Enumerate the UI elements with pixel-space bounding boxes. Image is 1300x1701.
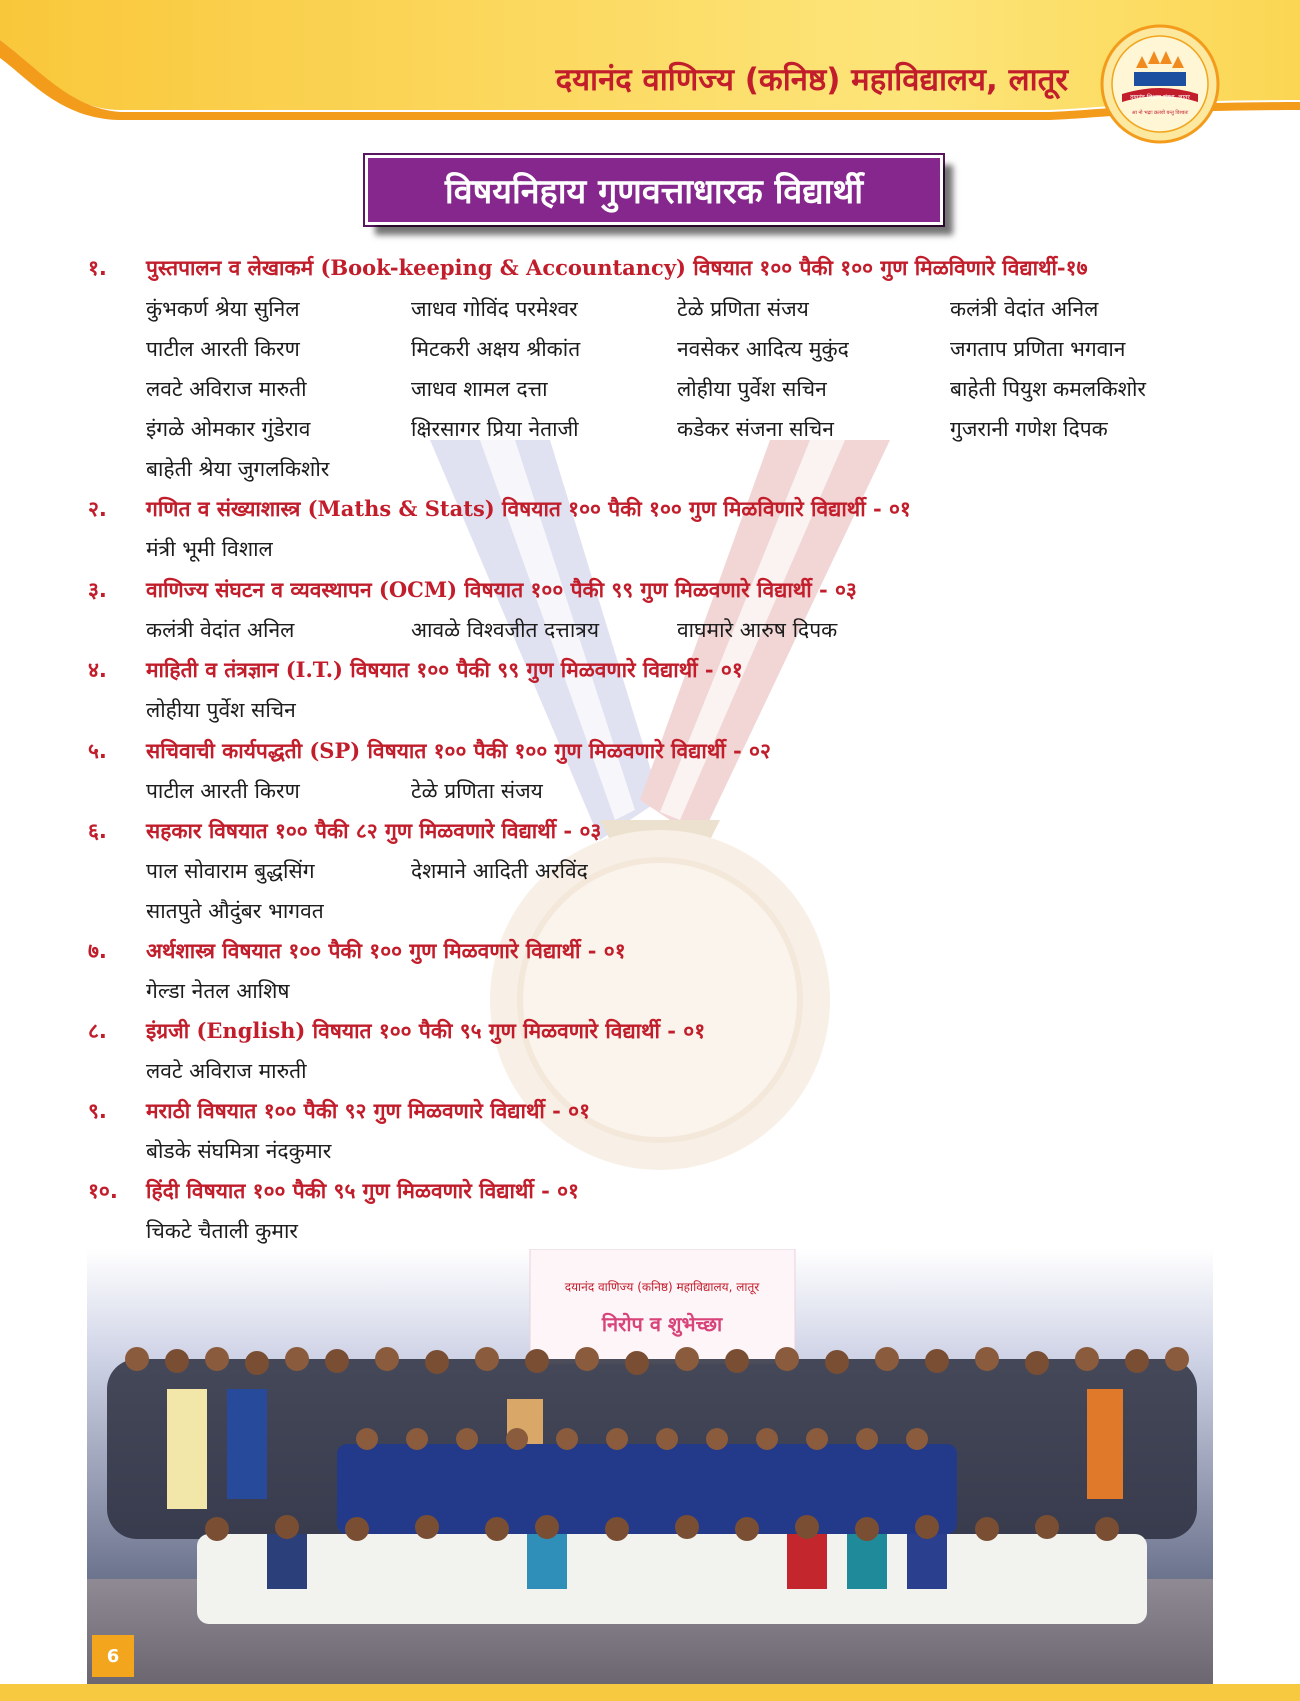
student-name: आवळे विश्वजीत दत्तात्रय bbox=[411, 618, 600, 642]
section-heading: सचिवाची कार्यपद्धती (SP) विषयात १०० पैकी १०० गुण मिळवणारे विद्यार्थी - ०२ bbox=[146, 738, 771, 763]
section-number: २. bbox=[88, 497, 107, 521]
section-heading: इंग्रजी (English) विषयात १०० पैकी ९५ गुण मिळवणारे विद्यार्थी - ०१ bbox=[146, 1018, 706, 1043]
section-heading: सहकार विषयात १०० पैकी ८२ गुण मिळवणारे विद्यार्थी - ०३ bbox=[146, 818, 602, 843]
student-name: कलंत्री वेदांत अनिल bbox=[146, 618, 295, 642]
banner-title: निरोप व शुभेच्छा bbox=[601, 1312, 723, 1336]
student-name: लोहीया पुर्वेश सचिन bbox=[146, 698, 296, 722]
section-number: ३. bbox=[88, 578, 107, 602]
page-title-box bbox=[365, 155, 943, 225]
section-heading: मराठी विषयात १०० पैकी ९२ गुण मिळवणारे विद्यार्थी - ०१ bbox=[146, 1098, 591, 1123]
section-number: ५. bbox=[88, 739, 107, 763]
section-number: १०. bbox=[88, 1179, 118, 1203]
student-name: बाहेती श्रेया जुगलकिशोर bbox=[146, 457, 330, 481]
student-name: कलंत्री वेदांत अनिल bbox=[950, 297, 1099, 321]
section-heading: माहिती व तंत्रज्ञान (I.T.) विषयात १०० पैकी ९९ गुण मिळवणारे विद्यार्थी - ०१ bbox=[146, 657, 743, 682]
student-name: इंगळे ओमकार गुंडेराव bbox=[146, 417, 311, 441]
student-name: देशमाने आदिती अरविंद bbox=[411, 859, 588, 883]
student-name: कुंभकर्ण श्रेया सुनिल bbox=[146, 297, 300, 321]
section-heading: हिंदी विषयात १०० पैकी ९५ गुण मिळवणारे विद्यार्थी - ०१ bbox=[146, 1178, 579, 1203]
student-name: जाधव शामल दत्ता bbox=[411, 377, 548, 401]
student-name: कडेकर संजना सचिन bbox=[677, 417, 834, 441]
student-name: पाटील आरती किरण bbox=[146, 337, 300, 361]
college-logo bbox=[1100, 24, 1220, 144]
section-heading: वाणिज्य संघटन व व्यवस्थापन (OCM) विषयात १०० पैकी ९९ गुण मिळवणारे विद्यार्थी - ०३ bbox=[146, 577, 857, 602]
section-number: ४. bbox=[88, 658, 107, 682]
college-name: दयानंद वाणिज्य (कनिष्ठ) महाविद्यालय, लातूर bbox=[555, 62, 1068, 98]
section-number: ६. bbox=[88, 819, 107, 843]
section-heading: अर्थशास्त्र विषयात १०० पैकी १०० गुण मिळवणारे विद्यार्थी - ०१ bbox=[146, 938, 626, 963]
student-name: लवटे अविराज मारुती bbox=[146, 377, 307, 401]
student-name: गुजरानी गणेश दिपक bbox=[950, 417, 1108, 441]
group-photo-illustration bbox=[87, 1249, 1213, 1684]
page-number: 6 bbox=[92, 1635, 134, 1677]
student-name: क्षिरसागर प्रिया नेताजी bbox=[411, 417, 579, 441]
student-name: टेळे प्रणिता संजय bbox=[411, 779, 543, 803]
student-name: सातपुते औदुंबर भागवत bbox=[146, 899, 324, 923]
student-name: जगताप प्रणिता भगवान bbox=[950, 337, 1126, 361]
student-name: पाटील आरती किरण bbox=[146, 779, 300, 803]
student-name: टेळे प्रणिता संजय bbox=[677, 297, 809, 321]
footer-strip bbox=[0, 1684, 1300, 1701]
student-name: लवटे अविराज मारुती bbox=[146, 1059, 307, 1083]
section-number: ७. bbox=[88, 939, 107, 963]
section-number: ९. bbox=[88, 1099, 107, 1123]
section-heading: पुस्तपालन व लेखाकर्म (Book-keeping & Accountancy) विषयात १०० पैकी १०० गुण मिळविणारे विद्यार्थी-१७ bbox=[146, 255, 1088, 280]
student-name: बाहेती पियुश कमलकिशोर bbox=[950, 377, 1146, 401]
banner-college-name: दयानंद वाणिज्य (कनिष्ठ) महाविद्यालय, लातूर bbox=[564, 1280, 760, 1294]
student-name: चिकटे चैताली कुमार bbox=[146, 1219, 298, 1243]
student-name: जाधव गोविंद परमेश्वर bbox=[411, 297, 578, 321]
logo-motto: आ नो भद्राः क्रतवो यन्तु विश्वतः bbox=[1131, 110, 1189, 116]
group-photo bbox=[87, 1249, 1213, 1684]
student-name: गेल्डा नेतल आशिष bbox=[146, 979, 290, 1003]
section-number: १. bbox=[88, 256, 107, 280]
page-title: विषयनिहाय गुणवत्ताधारक विद्यार्थी bbox=[444, 172, 864, 212]
section-number: ८. bbox=[88, 1019, 107, 1043]
student-name: नवसेकर आदित्य मुकुंद bbox=[677, 337, 849, 361]
student-name: पाल सोवाराम बुद्धसिंग bbox=[146, 859, 315, 883]
section-heading: गणित व संख्याशास्त्र (Maths & Stats) विषयात १०० पैकी १०० गुण मिळविणारे विद्यार्थी - ०१ bbox=[146, 496, 911, 521]
student-name: मंत्री भूमी विशाल bbox=[146, 537, 273, 561]
student-name: लोहीया पुर्वेश सचिन bbox=[677, 377, 827, 401]
student-name: बोडके संघमित्रा नंदकुमार bbox=[146, 1139, 332, 1163]
logo-arc-text: दयानंद शिक्षण संस्था, लातूर bbox=[1130, 94, 1190, 101]
student-name: वाघमारे आरुष दिपक bbox=[677, 618, 838, 642]
student-name: मिटकरी अक्षय श्रीकांत bbox=[411, 337, 581, 361]
